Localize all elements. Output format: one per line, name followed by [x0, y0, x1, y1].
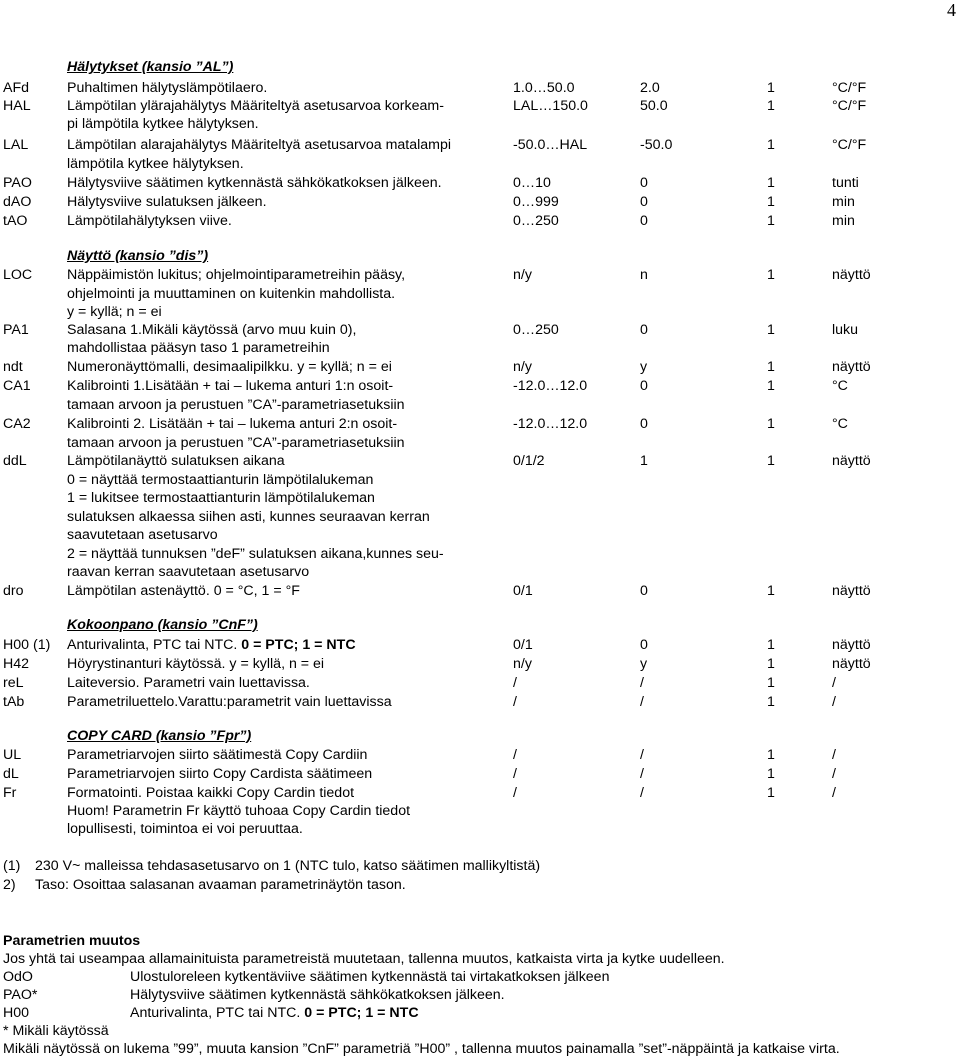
- parameter-code: ndt: [3, 359, 23, 375]
- parameter-row: [0, 212, 960, 230]
- parameter-level: 1: [767, 194, 775, 210]
- parameter-row: [0, 377, 960, 395]
- change-note: [0, 1022, 960, 1040]
- parameter-row: [0, 545, 960, 563]
- parameter-range: 0…10: [513, 175, 551, 191]
- parameter-description: Hälytysviive sulatuksen jälkeen.: [67, 194, 267, 210]
- parameter-level: 1: [767, 416, 775, 432]
- parameter-description: raavan kerran saavutetaan asetusarvo: [67, 564, 310, 580]
- parameter-default: 0: [640, 194, 648, 210]
- parameter-description: sulatuksen alkaessa siihen asti, kunnes seuraavan kerran: [67, 509, 430, 525]
- parameter-level: 1: [767, 656, 775, 672]
- change-code: H00: [3, 1005, 30, 1021]
- parameter-description: Hälytysviive säätimen kytkennästä sähkökatkoksen jälkeen.: [67, 175, 442, 191]
- parameter-range: n/y: [513, 359, 532, 375]
- parameter-range: 0/1: [513, 583, 533, 599]
- parameter-description: Näppäimistön lukitus; ohjelmointiparametreihin pääsy,: [67, 267, 406, 283]
- parameter-default: 50.0: [640, 98, 668, 114]
- section-title: Näyttö (kansio ”dis”): [67, 248, 209, 264]
- parameter-range: 0…250: [513, 213, 559, 229]
- parameter-row: [0, 508, 960, 526]
- parameter-row: [0, 136, 960, 154]
- parameter-row: [0, 802, 960, 820]
- parameter-default: 2.0: [640, 80, 660, 96]
- parameter-description: Kalibrointi 2. Lisätään + tai – lukema anturi 2:n osoit-: [67, 416, 398, 432]
- change-title: [0, 932, 960, 950]
- parameter-description: lopullisesti, toimintoa ei voi peruuttaa.: [67, 821, 303, 837]
- parameter-unit: min: [832, 194, 855, 210]
- parameter-range: /: [513, 785, 517, 801]
- parameter-code: CA2: [3, 416, 31, 432]
- change-intro-text: Jos yhtä tai useampaa allamainituista parametreistä muutetaan, tallenna muutos, katkaista virta ja kytke uudelleen.: [3, 951, 725, 967]
- footnote-number: (1): [3, 858, 21, 874]
- parameter-row: [0, 526, 960, 544]
- parameter-row: [0, 820, 960, 838]
- parameter-level: 1: [767, 137, 775, 153]
- section-title: Kokoonpano (kansio ”CnF”): [67, 617, 258, 633]
- parameter-level: 1: [767, 637, 775, 653]
- parameter-level: 1: [767, 785, 775, 801]
- parameter-description-bold: 0 = PTC; 1 = NTC: [241, 637, 356, 653]
- parameter-row: [0, 582, 960, 600]
- parameter-unit: /: [832, 747, 836, 763]
- parameter-default: /: [640, 785, 644, 801]
- parameter-description: Kalibrointi 1.Lisätään + tai – lukema anturi 1:n osoit-: [67, 378, 394, 394]
- parameter-range: -12.0…12.0: [513, 416, 588, 432]
- parameter-range: n/y: [513, 267, 532, 283]
- parameter-default: /: [640, 694, 644, 710]
- parameter-row: [0, 303, 960, 321]
- parameter-default: -50.0: [640, 137, 673, 153]
- parameter-level: 1: [767, 322, 775, 338]
- parameter-description: Lämpötilanäyttö sulatuksen aikana: [67, 453, 285, 469]
- parameter-level: 1: [767, 267, 775, 283]
- change-row: [0, 968, 960, 986]
- parameter-description: mahdollistaa pääsyn taso 1 parametreihin: [67, 340, 330, 356]
- parameter-row: [0, 339, 960, 357]
- parameter-default: /: [640, 766, 644, 782]
- parameter-level: 1: [767, 675, 775, 691]
- footnote-text: 230 V~ malleissa tehdasasetusarvo on 1 (NTC tulo, katso säätimen mallikyltistä): [35, 858, 541, 874]
- parameter-unit: min: [832, 213, 855, 229]
- section-title: Hälytykset (kansio ”AL”): [67, 59, 234, 75]
- parameter-code: UL: [3, 747, 22, 763]
- parameter-description: Salasana 1.Mikäli käytössä (arvo muu kuin 0),: [67, 322, 357, 338]
- parameter-row: [0, 471, 960, 489]
- parameter-range: 1.0…50.0: [513, 80, 575, 96]
- parameter-row: [0, 396, 960, 414]
- parameter-level: 1: [767, 80, 775, 96]
- parameter-row: [0, 655, 960, 673]
- parameter-unit: näyttö: [832, 637, 871, 653]
- parameter-code: HAL: [3, 98, 31, 114]
- parameter-row: [0, 563, 960, 581]
- parameter-unit: /: [832, 694, 836, 710]
- parameter-unit: näyttö: [832, 656, 871, 672]
- parameter-row: [0, 636, 960, 654]
- change-row: [0, 1004, 960, 1022]
- parameter-unit: °C/°F: [832, 98, 867, 114]
- parameter-range: 0/1: [513, 637, 533, 653]
- change-text: Hälytysviive säätimen kytkennästä sähkökatkoksen jälkeen.: [130, 987, 505, 1003]
- footnote-number: 2): [3, 877, 16, 893]
- parameter-unit: näyttö: [832, 267, 871, 283]
- parameter-row: [0, 415, 960, 433]
- section-heading: [0, 58, 960, 76]
- parameter-unit: °C: [832, 416, 848, 432]
- parameter-code: dAO: [3, 194, 32, 210]
- parameter-code: reL: [3, 675, 24, 691]
- section-title: COPY CARD (kansio ”Fpr”): [67, 728, 252, 744]
- parameter-unit: °C/°F: [832, 137, 867, 153]
- parameter-level: 1: [767, 98, 775, 114]
- parameter-default: 1: [640, 453, 648, 469]
- parameter-level: 1: [767, 175, 775, 191]
- parameter-row: [0, 784, 960, 802]
- parameter-range: 0…999: [513, 194, 559, 210]
- parameter-row: [0, 489, 960, 507]
- section-heading: [0, 247, 960, 265]
- parameter-unit: tunti: [832, 175, 859, 191]
- parameter-row: [0, 693, 960, 711]
- parameter-row: [0, 321, 960, 339]
- parameter-unit: °C/°F: [832, 80, 867, 96]
- parameter-description: Parametriarvojen siirto Copy Cardista säätimeen: [67, 766, 373, 782]
- parameter-level: 1: [767, 359, 775, 375]
- parameter-code: tAb: [3, 694, 25, 710]
- parameter-level: 1: [767, 766, 775, 782]
- parameter-description: Lämpötilan alarajahälytys Määriteltyä asetusarvoa matalampi: [67, 137, 452, 153]
- change-code: PAO*: [3, 987, 38, 1003]
- parameter-description: tamaan arvoon ja perustuen ”CA”-parametriasetuksiin: [67, 435, 405, 451]
- parameter-description: Numeronäyttömalli, desimaalipilkku. y = kyllä; n = ei: [67, 359, 392, 375]
- parameter-default: 0: [640, 322, 648, 338]
- change-text: Ulostuloreleen kytkentäviive säätimen kytkennästä tai virtakatkoksen jälkeen: [130, 969, 610, 985]
- parameter-row: [0, 115, 960, 133]
- parameter-default: /: [640, 747, 644, 763]
- parameter-description: Parametriarvojen siirto säätimestä Copy Cardiin: [67, 747, 368, 763]
- parameter-level: 1: [767, 583, 775, 599]
- parameter-description: Huom! Parametrin Fr käyttö tuhoaa Copy Cardin tiedot: [67, 803, 411, 819]
- parameter-row: [0, 434, 960, 452]
- parameter-default: 0: [640, 175, 648, 191]
- parameter-row: [0, 79, 960, 97]
- parameter-unit: näyttö: [832, 359, 871, 375]
- parameter-unit: /: [832, 675, 836, 691]
- parameter-unit: näyttö: [832, 583, 871, 599]
- parameter-level: 1: [767, 453, 775, 469]
- section-heading: [0, 616, 960, 634]
- parameter-description: Parametriluettelo.Varattu:parametrit vain luettavissa: [67, 694, 392, 710]
- parameter-code: AFd: [3, 80, 30, 96]
- parameter-code: tAO: [3, 213, 28, 229]
- parameter-description: Anturivalinta, PTC tai NTC. 0 = PTC; 1 = NTC: [67, 637, 356, 653]
- parameter-range: /: [513, 694, 517, 710]
- parameter-level: 1: [767, 213, 775, 229]
- change-intro: [0, 950, 960, 968]
- parameter-unit: luku: [832, 322, 859, 338]
- parameter-code: CA1: [3, 378, 31, 394]
- change-text: Anturivalinta, PTC tai NTC. 0 = PTC; 1 = NTC: [130, 1005, 419, 1021]
- parameter-code: H00 (1): [3, 637, 51, 653]
- parameter-default: n: [640, 267, 648, 283]
- parameter-description: Lämpötilan astenäyttö. 0 = °C, 1 = °F: [67, 583, 300, 599]
- parameter-description: Formatointi. Poistaa kaikki Copy Cardin tiedot: [67, 785, 355, 801]
- parameter-range: /: [513, 766, 517, 782]
- parameter-row: [0, 674, 960, 692]
- parameter-code: LOC: [3, 267, 33, 283]
- parameter-row: [0, 452, 960, 470]
- parameter-default: 0: [640, 378, 648, 394]
- parameter-range: -12.0…12.0: [513, 378, 588, 394]
- parameter-row: [0, 358, 960, 376]
- parameter-range: 0/1/2: [513, 453, 545, 469]
- parameter-unit: näyttö: [832, 453, 871, 469]
- parameter-description: pi lämpötila kytkee hälytyksen.: [67, 116, 259, 132]
- parameter-level: 1: [767, 378, 775, 394]
- parameter-level: 1: [767, 747, 775, 763]
- parameter-code: H42: [3, 656, 30, 672]
- parameter-level: 1: [767, 694, 775, 710]
- parameter-code: LAL: [3, 137, 29, 153]
- parameter-description: tamaan arvoon ja perustuen ”CA”-parametriasetuksiin: [67, 397, 405, 413]
- parameter-range: /: [513, 747, 517, 763]
- parameter-unit: /: [832, 766, 836, 782]
- footnote: [0, 857, 960, 875]
- parameter-description: Puhaltimen hälytyslämpötilaero.: [67, 80, 268, 96]
- parameter-row: [0, 97, 960, 115]
- parameter-row: [0, 266, 960, 284]
- parameter-code: PA1: [3, 322, 29, 338]
- parameter-code: PAO: [3, 175, 32, 191]
- parameter-default: 0: [640, 637, 648, 653]
- change-code: OdO: [3, 969, 33, 985]
- change-note-text: * Mikäli käytössä: [3, 1023, 109, 1039]
- parameter-description: y = kyllä; n = ei: [67, 304, 162, 320]
- parameter-code: dro: [3, 583, 24, 599]
- parameter-row: [0, 155, 960, 173]
- parameter-row: [0, 765, 960, 783]
- parameter-default: y: [640, 359, 648, 375]
- parameter-description: Lämpötilahälytyksen viive.: [67, 213, 232, 229]
- parameter-description: 2 = näyttää tunnuksen ”deF” sulatuksen aikana,kunnes seu-: [67, 546, 444, 562]
- page-number: 4: [947, 0, 956, 20]
- parameter-range: 0…250: [513, 322, 559, 338]
- parameter-description: Höyrystinanturi käytössä. y = kyllä, n = ei: [67, 656, 325, 672]
- change-last: [0, 1040, 960, 1058]
- parameter-row: [0, 193, 960, 211]
- footnote: [0, 876, 960, 894]
- parameter-description: ohjelmointi ja muuttaminen on kuitenkin mahdollista.: [67, 286, 396, 302]
- parameter-row: [0, 285, 960, 303]
- parameter-code: Fr: [3, 785, 17, 801]
- parameter-unit: /: [832, 785, 836, 801]
- parameter-row: [0, 174, 960, 192]
- parameter-code: ddL: [3, 453, 27, 469]
- footnote-text: Taso: Osoittaa salasanan avaaman parametrinäytön tason.: [35, 877, 406, 893]
- parameter-range: LAL…150.0: [513, 98, 588, 114]
- parameter-default: 0: [640, 416, 648, 432]
- change-title-text: Parametrien muutos: [3, 933, 141, 949]
- change-last-text: Mikäli näytössä on lukema ”99”, muuta kansion ”CnF” parametriä ”H00” , tallenna muutos painamalla ”set”-näppäintä ja katkaise virta.: [3, 1041, 840, 1057]
- parameter-default: y: [640, 656, 648, 672]
- parameter-description: 1 = lukitsee termostaattianturin lämpötilalukeman: [67, 490, 375, 506]
- parameter-description: saavutetaan asetusarvo: [67, 527, 218, 543]
- parameter-row: [0, 746, 960, 764]
- change-row: [0, 986, 960, 1004]
- parameter-default: 0: [640, 583, 648, 599]
- parameter-default: 0: [640, 213, 648, 229]
- section-heading: [0, 727, 960, 745]
- parameter-default: /: [640, 675, 644, 691]
- parameter-range: -50.0…HAL: [513, 137, 588, 153]
- parameter-description: Lämpötilan ylärajahälytys Määriteltyä asetusarvoa korkeam-: [67, 98, 444, 114]
- parameter-unit: °C: [832, 378, 848, 394]
- change-text-bold: 0 = PTC; 1 = NTC: [304, 1005, 419, 1021]
- parameter-range: /: [513, 675, 517, 691]
- parameter-description: lämpötila kytkee hälytyksen.: [67, 156, 244, 172]
- parameter-description: 0 = näyttää termostaattianturin lämpötilalukeman: [67, 472, 374, 488]
- parameter-description: Laiteversio. Parametri vain luettavissa.: [67, 675, 310, 691]
- parameter-range: n/y: [513, 656, 532, 672]
- parameter-code: dL: [3, 766, 19, 782]
